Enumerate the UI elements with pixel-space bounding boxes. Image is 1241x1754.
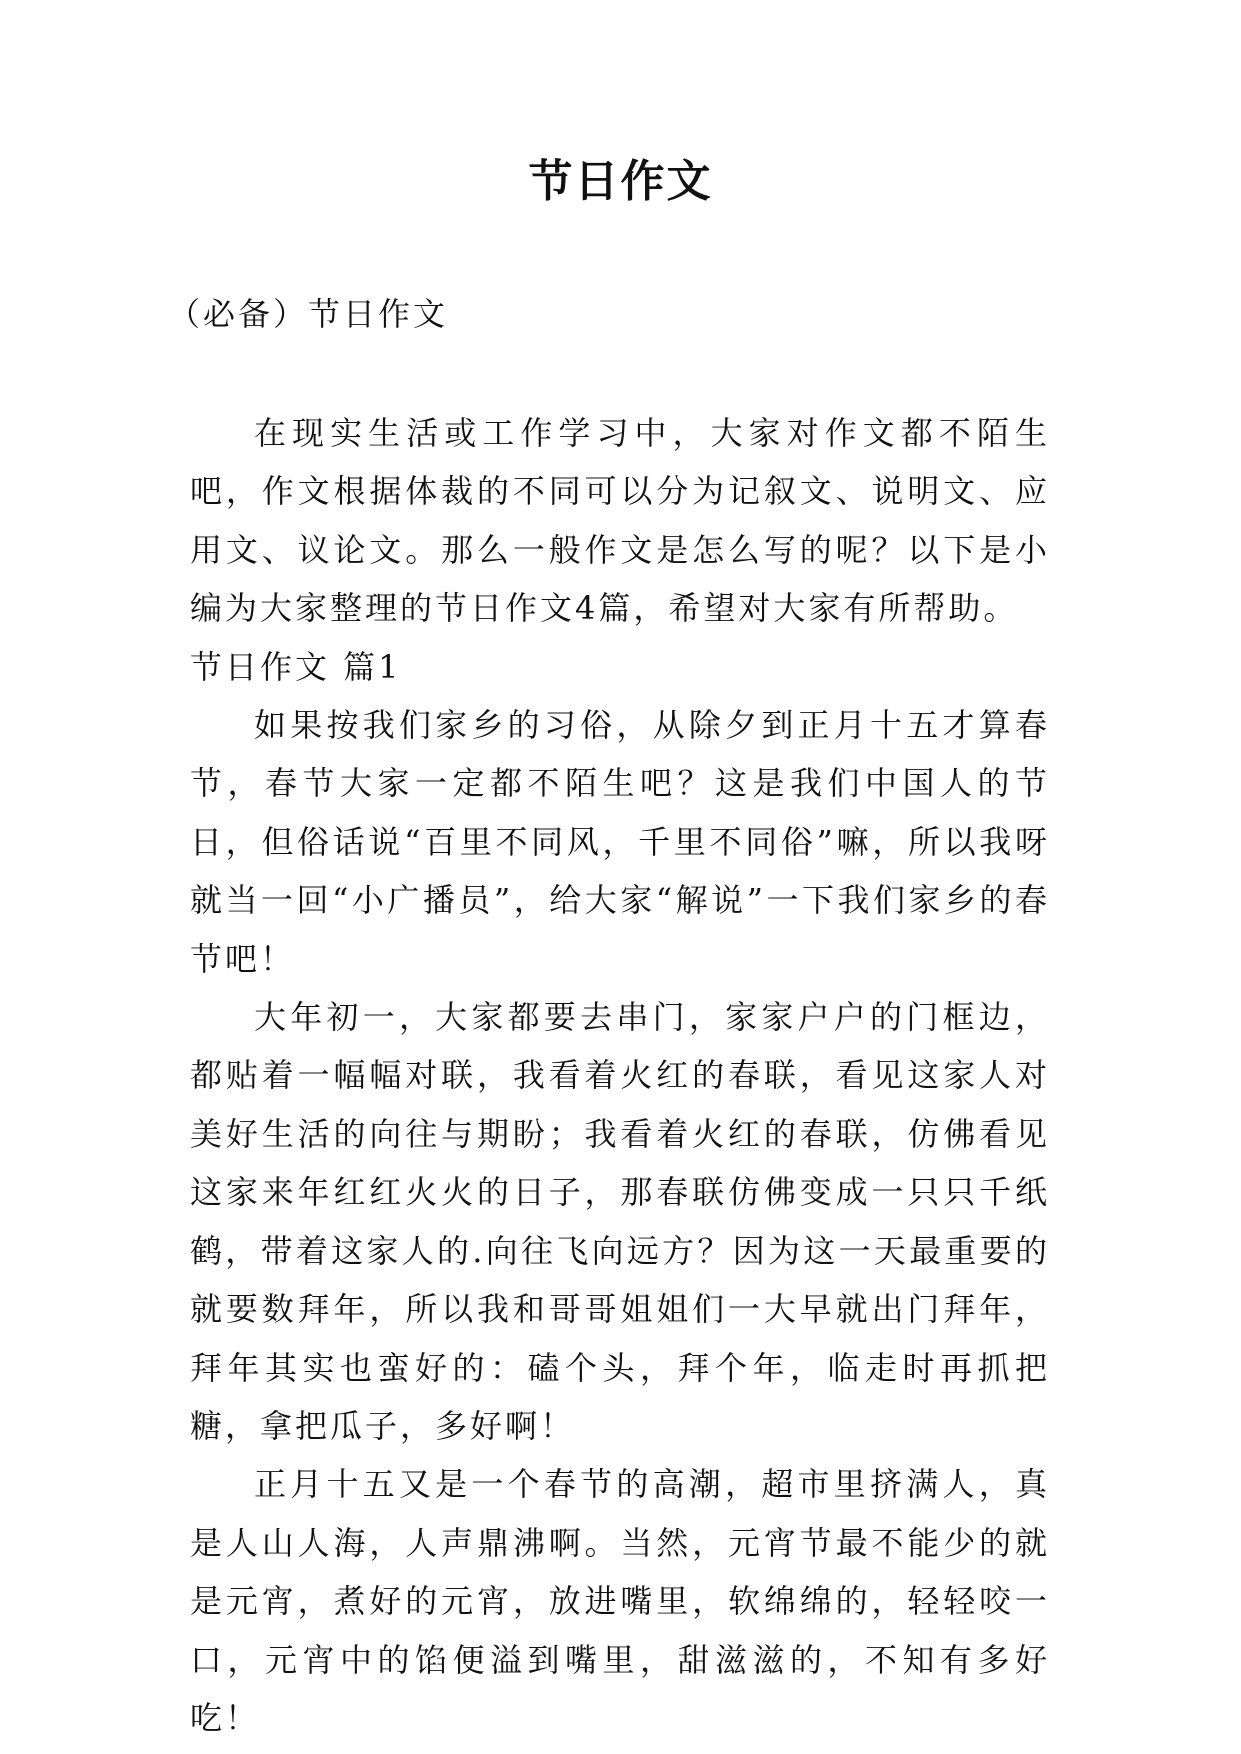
body-paragraph-2: 大年初一，大家都要去串门，家家户户的门框边，都贴着一幅幅对联，我看着火红的春联，看见这家人对美好生活的向往与期盼；我看着火红的春联，仿佛看见这家来年红红火火的日子，那春联仿佛变成一只只千纸鹤，带着这家人的.向往飞向远方？因为这一天最重要的就要数拜年，所以我和哥哥姐姐们一大早就出门拜年，拜年其实也蛮好的：磕个头，拜个年，临走时再抓把糖，拿把瓜子，多好啊！	[190, 998, 1050, 1445]
body-paragraph-3: 正月十五又是一个春节的高潮，超市里挤满人，真是人山人海，人声鼎沸啊。当然，元宵节最不能少的就是元宵，煮好的元宵，放进嘴里，软绵绵的，轻轻咬一口，元宵中的馅便溢到嘴里，甜滋滋的，不知有多好吃！	[190, 1465, 1050, 1737]
body-paragraph-1: 如果按我们家乡的习俗，从除夕到正月十五才算春节，春节大家一定都不陌生吧？这是我们中国人的节日，但俗话说“百里不同风，千里不同俗”嘛，所以我呀就当一回“小广播员”，给大家“解说”一下我们家乡的春节吧！	[190, 706, 1050, 978]
section-heading: 节日作文 篇1	[190, 647, 402, 686]
document-subtitle: （必备）节日作文	[168, 295, 449, 333]
document-body	[190, 404, 1050, 1747]
intro-paragraph: 在现实生活或工作学习中，大家对作文都不陌生吧，作文根据体裁的不同可以分为记叙文、说明文、应用文、议论文。那么一般作文是怎么写的呢？以下是小编为大家整理的节日作文4篇，希望对大家有所帮助。	[190, 414, 1050, 628]
page-title: 节日作文	[528, 156, 713, 207]
